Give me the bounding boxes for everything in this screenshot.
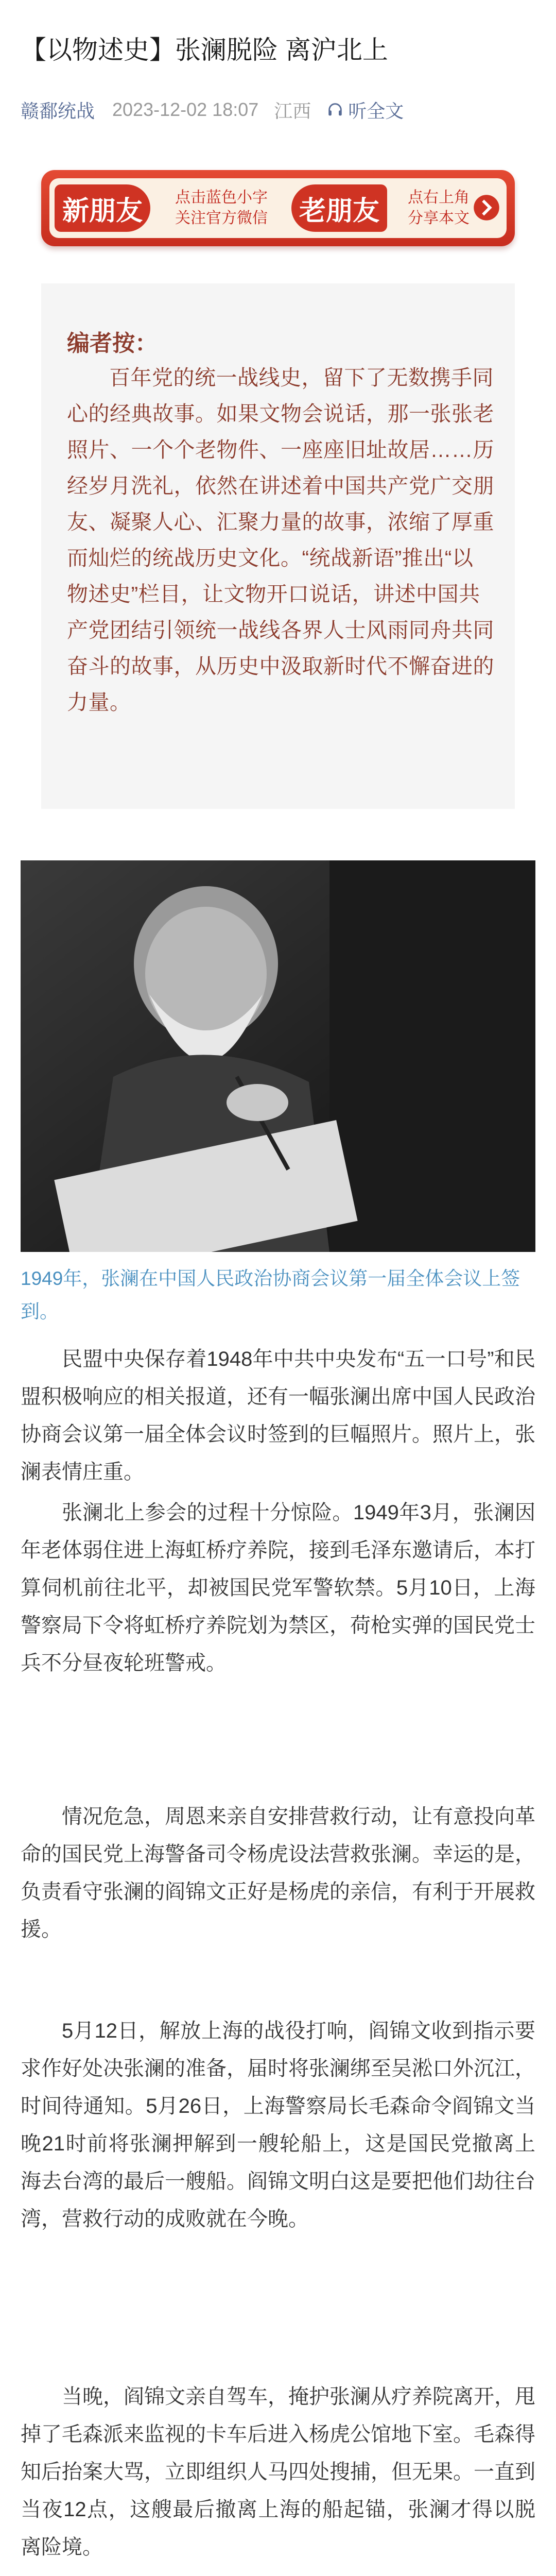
listen-label: 听全文 (348, 100, 404, 122)
paragraph-1: 民盟中央保存着1948年中共中央发布“五一口号”和民盟积极响应的相关报道，还有一幅张澜出席中国人民政治协商会议第一届全体会议时签到的巨幅照片。照片上，张澜表情庄重。 (21, 1348, 535, 1483)
paragraph-5: 当晚，阎锦文亲自驾车，掩护张澜从疗养院离开，甩掉了毛森派来监视的卡车后进入杨虎公馆地下室。毛森得知后抬案大骂，立即组织人马四处搜捕，但无果。一直到当夜12点，这艘最后撤离上海的船起锚，张澜才得以脱离险境。 (21, 2385, 535, 2558)
article-title: 【以物述史】张澜脱险 离沪北上 (21, 36, 388, 64)
editor-note-body: 百年党的统一战线史，留下了无数携手同心的经典故事。如果文物会说话，那一张张老照片、一个个老物件、一座座旧址故居……历经岁月洗礼，依然在讲述着中国共产党广交朋友、凝聚人心、汇聚力量的故事，浓缩了厚重而灿烂的统战历史文化。“统战新语”推出“以物述史”栏目，让文物开口说话，讲述中国共产党团结引领统一战线各界人士风雨同舟共同奋斗的故事，从历史中汲取新时代不懈奋进的力量。 (67, 366, 494, 714)
new-friend-hint-1: 点击蓝色小字 (175, 189, 268, 206)
headphone-icon (326, 101, 344, 118)
paragraph-3: 情况危急，周恩来亲自安排营救行动，让有意投向革命的国民党上海警备司令杨虎设法营救张澜。幸运的是，负责看守张澜的阎锦文正好是杨虎的亲信，有利于开展救援。 (21, 1805, 535, 1941)
new-friend-label: 新朋友 (55, 184, 150, 232)
old-friend-hint-2: 分享本文 (408, 210, 470, 227)
follow-banner[interactable] (41, 170, 515, 246)
publish-location: 江西 (274, 100, 311, 122)
listen-button[interactable] (326, 97, 404, 123)
author-link[interactable]: 赣鄱统战 (21, 100, 95, 122)
article-photo[interactable] (21, 860, 535, 1252)
old-friend-hint-1: 点右上角 (408, 189, 470, 206)
new-friend-hint (160, 188, 283, 229)
photo-caption: 1949年，张澜在中国人民政治协商会议第一届全体会议上签到。 (21, 1268, 520, 1322)
old-friend-label: 老朋友 (291, 184, 387, 232)
photo-illustration (21, 860, 535, 1252)
article-meta (21, 97, 404, 123)
paragraph-2: 张澜北上参会的过程十分惊险。1949年3月，张澜因年老体弱住进上海虹桥疗养院，接到毛泽东邀请后，本打算伺机前往北平，却被国民党军警软禁。5月10日，上海警察局下令将虹桥疗养院划为禁区，荷枪实弹的国民党士兵不分昼夜轮班警戒。 (21, 1501, 535, 1674)
old-friend-hint (397, 188, 480, 229)
arrow-right-icon (473, 194, 500, 222)
editor-note-heading: 编者按： (67, 331, 158, 356)
publish-date: 2023-12-02 18:07 (112, 99, 259, 120)
new-friend-hint-2: 关注官方微信 (175, 210, 268, 227)
paragraph-4: 5月12日，解放上海的战役打响，阎锦文收到指示要求作好处决张澜的准备，届时将张澜绑至吴淞口外沉江，时间待通知。5月26日，上海警察局长毛森命令阎锦文当晚21时前将张澜押解到一艘轮船上，这是国民党撤离上海去台湾的最后一艘船。阎锦文明白这是要把他们劫往台湾，营救行动的成败就在今晚。 (21, 2020, 535, 2230)
